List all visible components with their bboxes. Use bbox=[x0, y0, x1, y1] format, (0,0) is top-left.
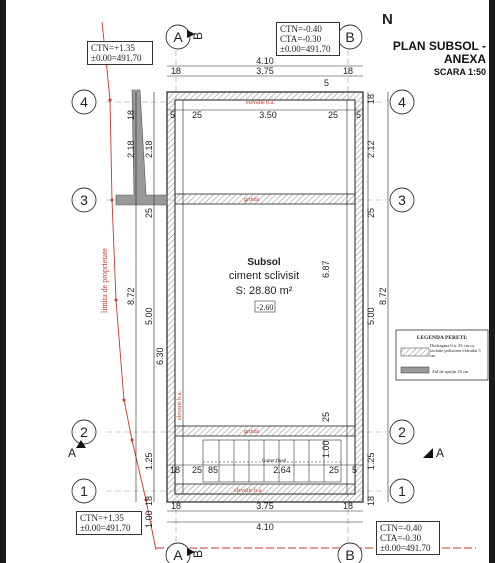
dim-in-25c: 25 bbox=[321, 411, 331, 422]
dim-right-top18: 18 bbox=[366, 93, 376, 104]
dim-right-18b: 18 bbox=[366, 495, 376, 506]
dim-left-125: 1.25 bbox=[144, 452, 154, 470]
axis-b-top: B bbox=[345, 29, 355, 45]
level-zero: ±0.00=491.70 bbox=[280, 44, 331, 54]
dim-top-inner: 3.75 bbox=[256, 66, 274, 76]
level-box-bottom-right bbox=[376, 521, 440, 555]
dim-st-85: 85 bbox=[208, 465, 219, 475]
level-ctn: CTN=+1.35 bbox=[91, 43, 135, 53]
label-grinda-top: grinda bbox=[244, 197, 260, 203]
dim-in-5a: 5 bbox=[170, 110, 176, 120]
level-box-top-left bbox=[87, 41, 153, 65]
level-ctn: CTN=-0.40 bbox=[380, 523, 422, 533]
dim-left-218b: 2.18 bbox=[144, 140, 154, 158]
room-level: -2.60 bbox=[256, 303, 274, 312]
level-zero: ±0.00=491.70 bbox=[80, 523, 131, 533]
walls bbox=[167, 92, 363, 502]
axis-4-right: 4 bbox=[398, 94, 406, 110]
dim-bot-total: 4.10 bbox=[256, 522, 274, 532]
dim-left-100: 1.00 bbox=[144, 510, 154, 528]
legend-item-1: Diafragma b.a. 25 cm cu izolatie polistiren extrudat 5 cm bbox=[430, 343, 481, 358]
dim-in-687: 6.87 bbox=[321, 260, 331, 278]
dim-st-5: 5 bbox=[352, 465, 358, 475]
plan-title bbox=[366, 40, 486, 79]
drawing-sheet bbox=[6, 0, 489, 563]
dim-left-25: 25 bbox=[144, 207, 154, 218]
dim-left-18b: 18 bbox=[144, 495, 154, 506]
level-zero: ±0.00=491.70 bbox=[380, 543, 431, 553]
level-ctn: CTN=+1.35 bbox=[80, 513, 124, 523]
section-a-left: A bbox=[68, 446, 77, 460]
dim-in-100: 1.00 bbox=[321, 440, 331, 458]
dim-in-350: 3.50 bbox=[259, 110, 277, 120]
axis-1-left: 1 bbox=[80, 483, 88, 499]
dim-right-125: 1.25 bbox=[366, 452, 376, 470]
level-box-bottom-left bbox=[76, 511, 142, 535]
dim-in-5c: 5 bbox=[324, 78, 330, 88]
plan-title-line2: ANEXA bbox=[443, 52, 486, 66]
level-cta: CTA=-0.30 bbox=[280, 34, 322, 44]
label-grinda-mid: grinda bbox=[244, 429, 260, 435]
room-finish: ciment sclivisit bbox=[228, 270, 300, 282]
dim-left-218: 2.18 bbox=[126, 140, 136, 158]
dim-left-872: 8.72 bbox=[126, 287, 136, 305]
label-property: limita de proprietate bbox=[100, 248, 109, 313]
legend-item-2: Zid de sprijin 25 cm bbox=[432, 369, 469, 374]
room-area: S: 28.80 m² bbox=[235, 285, 293, 297]
plan-title-line1: PLAN SUBSOL - bbox=[392, 39, 486, 53]
dim-right-872: 8.72 bbox=[378, 287, 388, 305]
dim-bot-right: 18 bbox=[342, 501, 354, 511]
dim-in-25a: 25 bbox=[192, 110, 203, 120]
dim-right-500: 5.00 bbox=[366, 307, 376, 325]
dim-in-25b: 25 bbox=[328, 110, 339, 120]
dim-left-500: 5.00 bbox=[144, 307, 154, 325]
retaining-wall bbox=[116, 90, 167, 205]
north-label: N bbox=[382, 11, 393, 28]
label-elevatie-mid: elevatie b.a. bbox=[177, 391, 183, 420]
dim-bot-left: 18 bbox=[170, 501, 182, 511]
level-cta: CTA=-0.30 bbox=[380, 533, 422, 543]
axis-3-right: 3 bbox=[398, 192, 406, 208]
label-gutter: Gutter fixed bbox=[261, 459, 287, 464]
dim-right-25: 25 bbox=[366, 207, 376, 218]
dim-bot-inner: 3.75 bbox=[256, 501, 274, 511]
axis-b-bottom: B bbox=[345, 547, 355, 563]
section-b-bottom: B bbox=[191, 549, 205, 558]
axis-1-right: 1 bbox=[398, 483, 406, 499]
level-box-top-right bbox=[276, 22, 340, 56]
axis-4-left: 4 bbox=[80, 94, 88, 110]
dim-top-total: 4.10 bbox=[256, 56, 274, 66]
legend-title: LEGENDA PERETI: bbox=[416, 335, 468, 341]
axis-3-left: 3 bbox=[80, 192, 88, 208]
section-b-top: B bbox=[191, 31, 205, 40]
axis-2-left: 2 bbox=[80, 424, 88, 440]
dim-st-25b: 25 bbox=[329, 465, 340, 475]
label-elevatie-top: elevatie b.a. bbox=[246, 100, 275, 106]
dim-st-264: 2.64 bbox=[273, 465, 291, 475]
dim-st-18: 18 bbox=[170, 465, 181, 475]
section-a-right: A bbox=[436, 446, 445, 460]
level-zero: ±0.00=491.70 bbox=[91, 53, 142, 63]
dim-right-212: 2.12 bbox=[366, 140, 376, 158]
floor-plan-svg bbox=[6, 0, 489, 563]
dim-st-25: 25 bbox=[192, 465, 203, 475]
axis-2-right: 2 bbox=[398, 424, 406, 440]
dim-in-630: 6.30 bbox=[155, 347, 165, 365]
plan-scale: SCARA 1:50 bbox=[433, 67, 486, 77]
dim-top-left: 18 bbox=[170, 66, 182, 76]
room-name: Subsol bbox=[247, 257, 281, 268]
dim-in-5b: 5 bbox=[356, 110, 362, 120]
axis-a-bottom: A bbox=[173, 547, 183, 563]
dim-top-right: 18 bbox=[342, 66, 354, 76]
level-ctn: CTN=-0.40 bbox=[280, 24, 322, 34]
axis-a-top: A bbox=[173, 29, 183, 45]
dim-left-top18: 18 bbox=[126, 109, 136, 120]
label-elevatie-bot: elevatie b.a. bbox=[234, 488, 263, 494]
